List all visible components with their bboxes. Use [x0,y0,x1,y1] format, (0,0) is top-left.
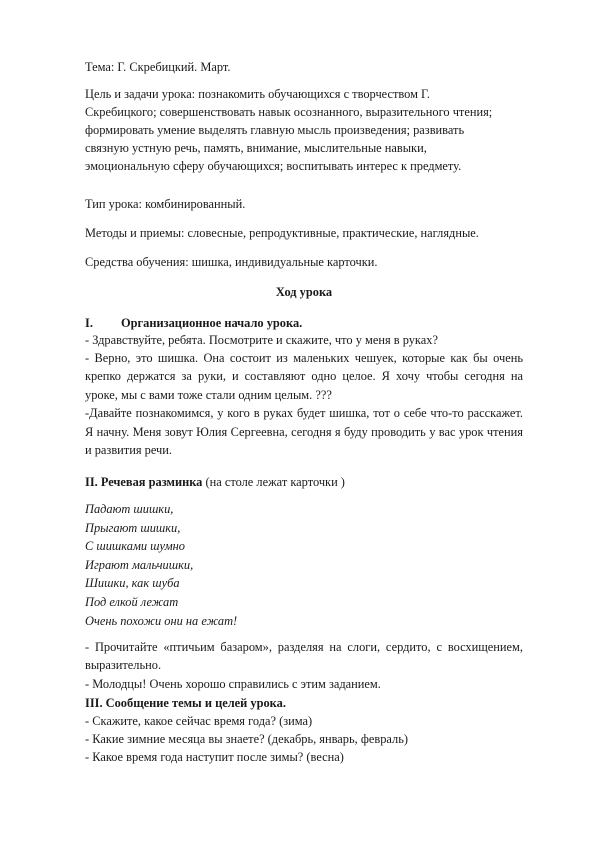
section-2-title: II. Речевая разминка [85,475,203,489]
question-line: - Какое время года наступит после зимы? (весна) [85,750,344,764]
poem [85,500,523,630]
dialog-paragraph: - Верно, это шишка. Она состоит из маленьких чешуек, которые как бы очень крепко держатся за руки, и составляют одно целое. Я хочу чтобы сегодня на уроке, мы с вами тоже стали одним целым. ??? [85,351,523,402]
section-2-heading [85,473,523,491]
methods-line [85,224,523,242]
lesson-type-line [85,195,523,213]
task-paragraph: - Прочитайте «птичьим базаром», разделяя на слоги, сердито, с восхищением, выразительно. [85,640,523,673]
section-1-title: Организационное начало урока. [121,316,303,330]
praise-line: - Молодцы! Очень хорошо справились с этим заданием. [85,676,381,691]
means-line [85,253,523,271]
poem-line: Падают шишки, [85,502,174,516]
question-line: - Какие зимние месяца вы знаете? (декабрь, январь, февраль) [85,732,408,746]
lesson-type-text: Тип урока: комбинированный. [85,197,246,211]
goal-line: связную устную речь, память, внимание, мыслительные навыки, [85,141,427,155]
section-2-note: (на столе лежат карточки ) [202,475,345,489]
section-3 [85,694,523,766]
section-3-title: III. Сообщение темы и целей урока. [85,696,286,710]
means-text: Средства обучения: шишка, индивидуальные карточки. [85,255,378,269]
poem-line: Играют мальчишки, [85,557,194,572]
poem-line: Шишки, как шуба [85,576,180,591]
dialog-line: - Здравствуйте, ребята. Посмотрите и скажите, что у меня в руках? [85,333,438,347]
poem-line: С шишками шумно [85,539,185,554]
dialog-paragraph: -Давайте познакомимся, у кого в руках будет шишка, тот о себе что-то расскажет. Я начну. Меня зовут Юлия Сергеевна, сегодня я буду проводить у вас урок чтения и развития речи. [85,406,523,458]
poem-line: Под елкой лежат [85,594,179,609]
goal-line: формировать умение выделять главную мысль произведения; развивать [85,123,465,137]
lesson-heading: Ход урока [275,285,333,299]
goal-line: Цель и задачи урока: познакомить обучающихся с творчеством Г. [85,87,430,101]
goals-paragraph [85,85,523,175]
poem-line: Прыгают шишки, [85,520,181,535]
goal-line: Скребицкого; совершенствовать навык осознанного, выразительного чтения; [85,105,493,119]
section-1-heading [85,314,523,332]
question-line: - Скажите, какое сейчас время года? (зима) [85,714,313,728]
topic-text: Тема: Г. Скребицкий. Март. [85,60,231,74]
goal-line: эмоциональную сферу обучающихся; воспитывать интерес к предмету. [85,159,462,173]
topic-line [85,58,523,76]
poem-line: Очень похожи они на ежат! [85,613,238,628]
section-1-body [85,331,523,459]
section-2-body [85,638,523,693]
methods-text: Методы и приемы: словесные, репродуктивные, практические, наглядные. [85,226,479,240]
section-1-number: I. [85,316,93,330]
